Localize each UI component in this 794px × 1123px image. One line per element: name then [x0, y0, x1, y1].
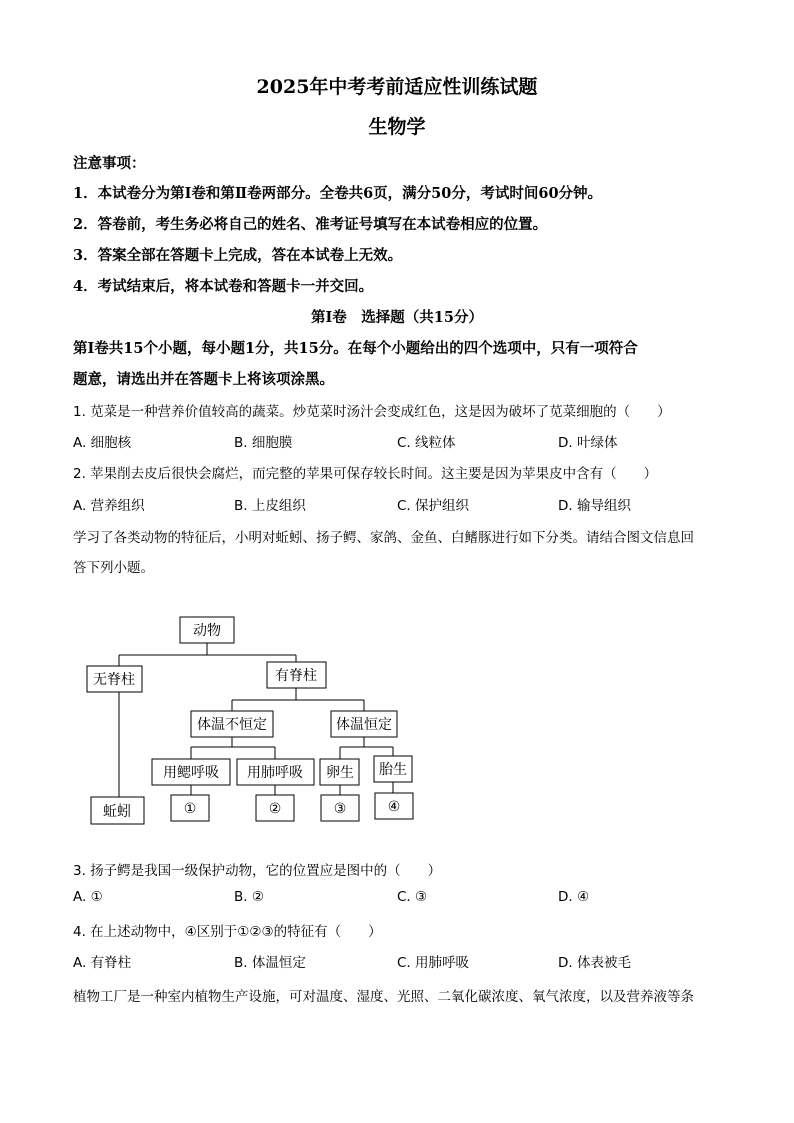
q2-option-b[interactable]: B. 上皮组织 [234, 498, 306, 514]
q3-option-c[interactable]: C. ③ [397, 889, 428, 905]
q1-option-c[interactable]: C. 线粒体 [397, 435, 456, 451]
q4-option-c[interactable]: C. 用肺呼吸 [397, 955, 470, 971]
node-cold: 体温不恒定 [197, 717, 267, 733]
question-1-stem: 1. 苋菜是一种营养价值较高的蔬菜。炒苋菜时汤汁会变成红色，这是因为破坏了苋菜细胞的（ ） [73, 404, 671, 420]
question-4-stem: 4. 在上述动物中，④区别于①②③的特征有（ ） [73, 924, 382, 940]
q3-option-d[interactable]: D. ④ [558, 889, 590, 905]
animal-classification-diagram [0, 600, 794, 840]
q3-option-b[interactable]: B. ② [234, 889, 264, 905]
node-viviparous: 胎生 [379, 762, 407, 778]
section-title: 第Ⅰ卷 选择题（共15分） [311, 309, 483, 326]
node-3: ③ [333, 801, 347, 817]
node-egg: 卵生 [326, 765, 354, 781]
q4-option-b[interactable]: B. 体温恒定 [234, 955, 306, 971]
exam-title: 2025年中考考前适应性训练试题 [256, 76, 538, 98]
node-lung: 用肺呼吸 [247, 765, 303, 781]
notice-item-4: 4．考试结束后，将本试卷和答题卡一并交回。 [73, 278, 374, 295]
section-instructions-line1: 第Ⅰ卷共15个小题，每小题1分，共15分。在每个小题给出的四个选项中，只有一项符合 [73, 340, 638, 357]
passage-plant-factory: 植物工厂是一种室内植物生产设施，可对温度、湿度、光照、二氧化碳浓度、氧气浓度，以及营养液等条 [73, 989, 694, 1005]
node-vertebrate: 有脊柱 [275, 668, 317, 684]
node-4: ④ [387, 799, 401, 815]
node-2: ② [268, 801, 282, 817]
passage-line-1: 学习了各类动物的特征后，小明对蚯蚓、扬子鳄、家鸽、金鱼、白鳍豚进行如下分类。请结合图文信息回 [73, 530, 694, 546]
node-earthworm: 蚯蚓 [103, 804, 131, 820]
node-root: 动物 [193, 623, 221, 639]
subject-title: 生物学 [368, 116, 426, 138]
node-invertebrate: 无脊柱 [93, 672, 135, 688]
node-warm: 体温恒定 [336, 717, 392, 733]
notice-heading: 注意事项： [73, 155, 146, 172]
q2-option-d[interactable]: D. 输导组织 [558, 498, 631, 514]
notice-item-1: 1．本试卷分为第Ⅰ卷和第Ⅱ卷两部分。全卷共6页，满分50分，考试时间60分钟。 [73, 185, 603, 202]
q3-option-a[interactable]: A. ① [73, 889, 103, 905]
node-gill: 用鳃呼吸 [163, 765, 219, 781]
q1-option-b[interactable]: B. 细胞膜 [234, 435, 293, 451]
q1-option-d[interactable]: D. 叶绿体 [558, 435, 618, 451]
q2-option-a[interactable]: A. 营养组织 [73, 498, 145, 514]
q1-option-a[interactable]: A. 细胞核 [73, 435, 132, 451]
notice-item-2: 2．答卷前，考生务必将自己的姓名、准考证号填写在本试卷相应的位置。 [73, 216, 548, 233]
question-2-stem: 2. 苹果削去皮后很快会腐烂，而完整的苹果可保存较长时间。这主要是因为苹果皮中含有（ ） [73, 466, 658, 482]
section-instructions-line2: 题意，请选出并在答题卡上将该项涂黑。 [73, 371, 334, 388]
q4-option-a[interactable]: A. 有脊柱 [73, 955, 132, 971]
q4-option-d[interactable]: D. 体表被毛 [558, 955, 631, 971]
passage-line-2: 答下列小题。 [73, 560, 154, 576]
notice-item-3: 3．答案全部在答题卡上完成，答在本试卷上无效。 [73, 247, 403, 264]
q2-option-c[interactable]: C. 保护组织 [397, 498, 470, 514]
node-1: ① [183, 801, 197, 817]
question-3-stem: 3. 扬子鳄是我国一级保护动物，它的位置应是图中的（ ） [73, 863, 442, 879]
